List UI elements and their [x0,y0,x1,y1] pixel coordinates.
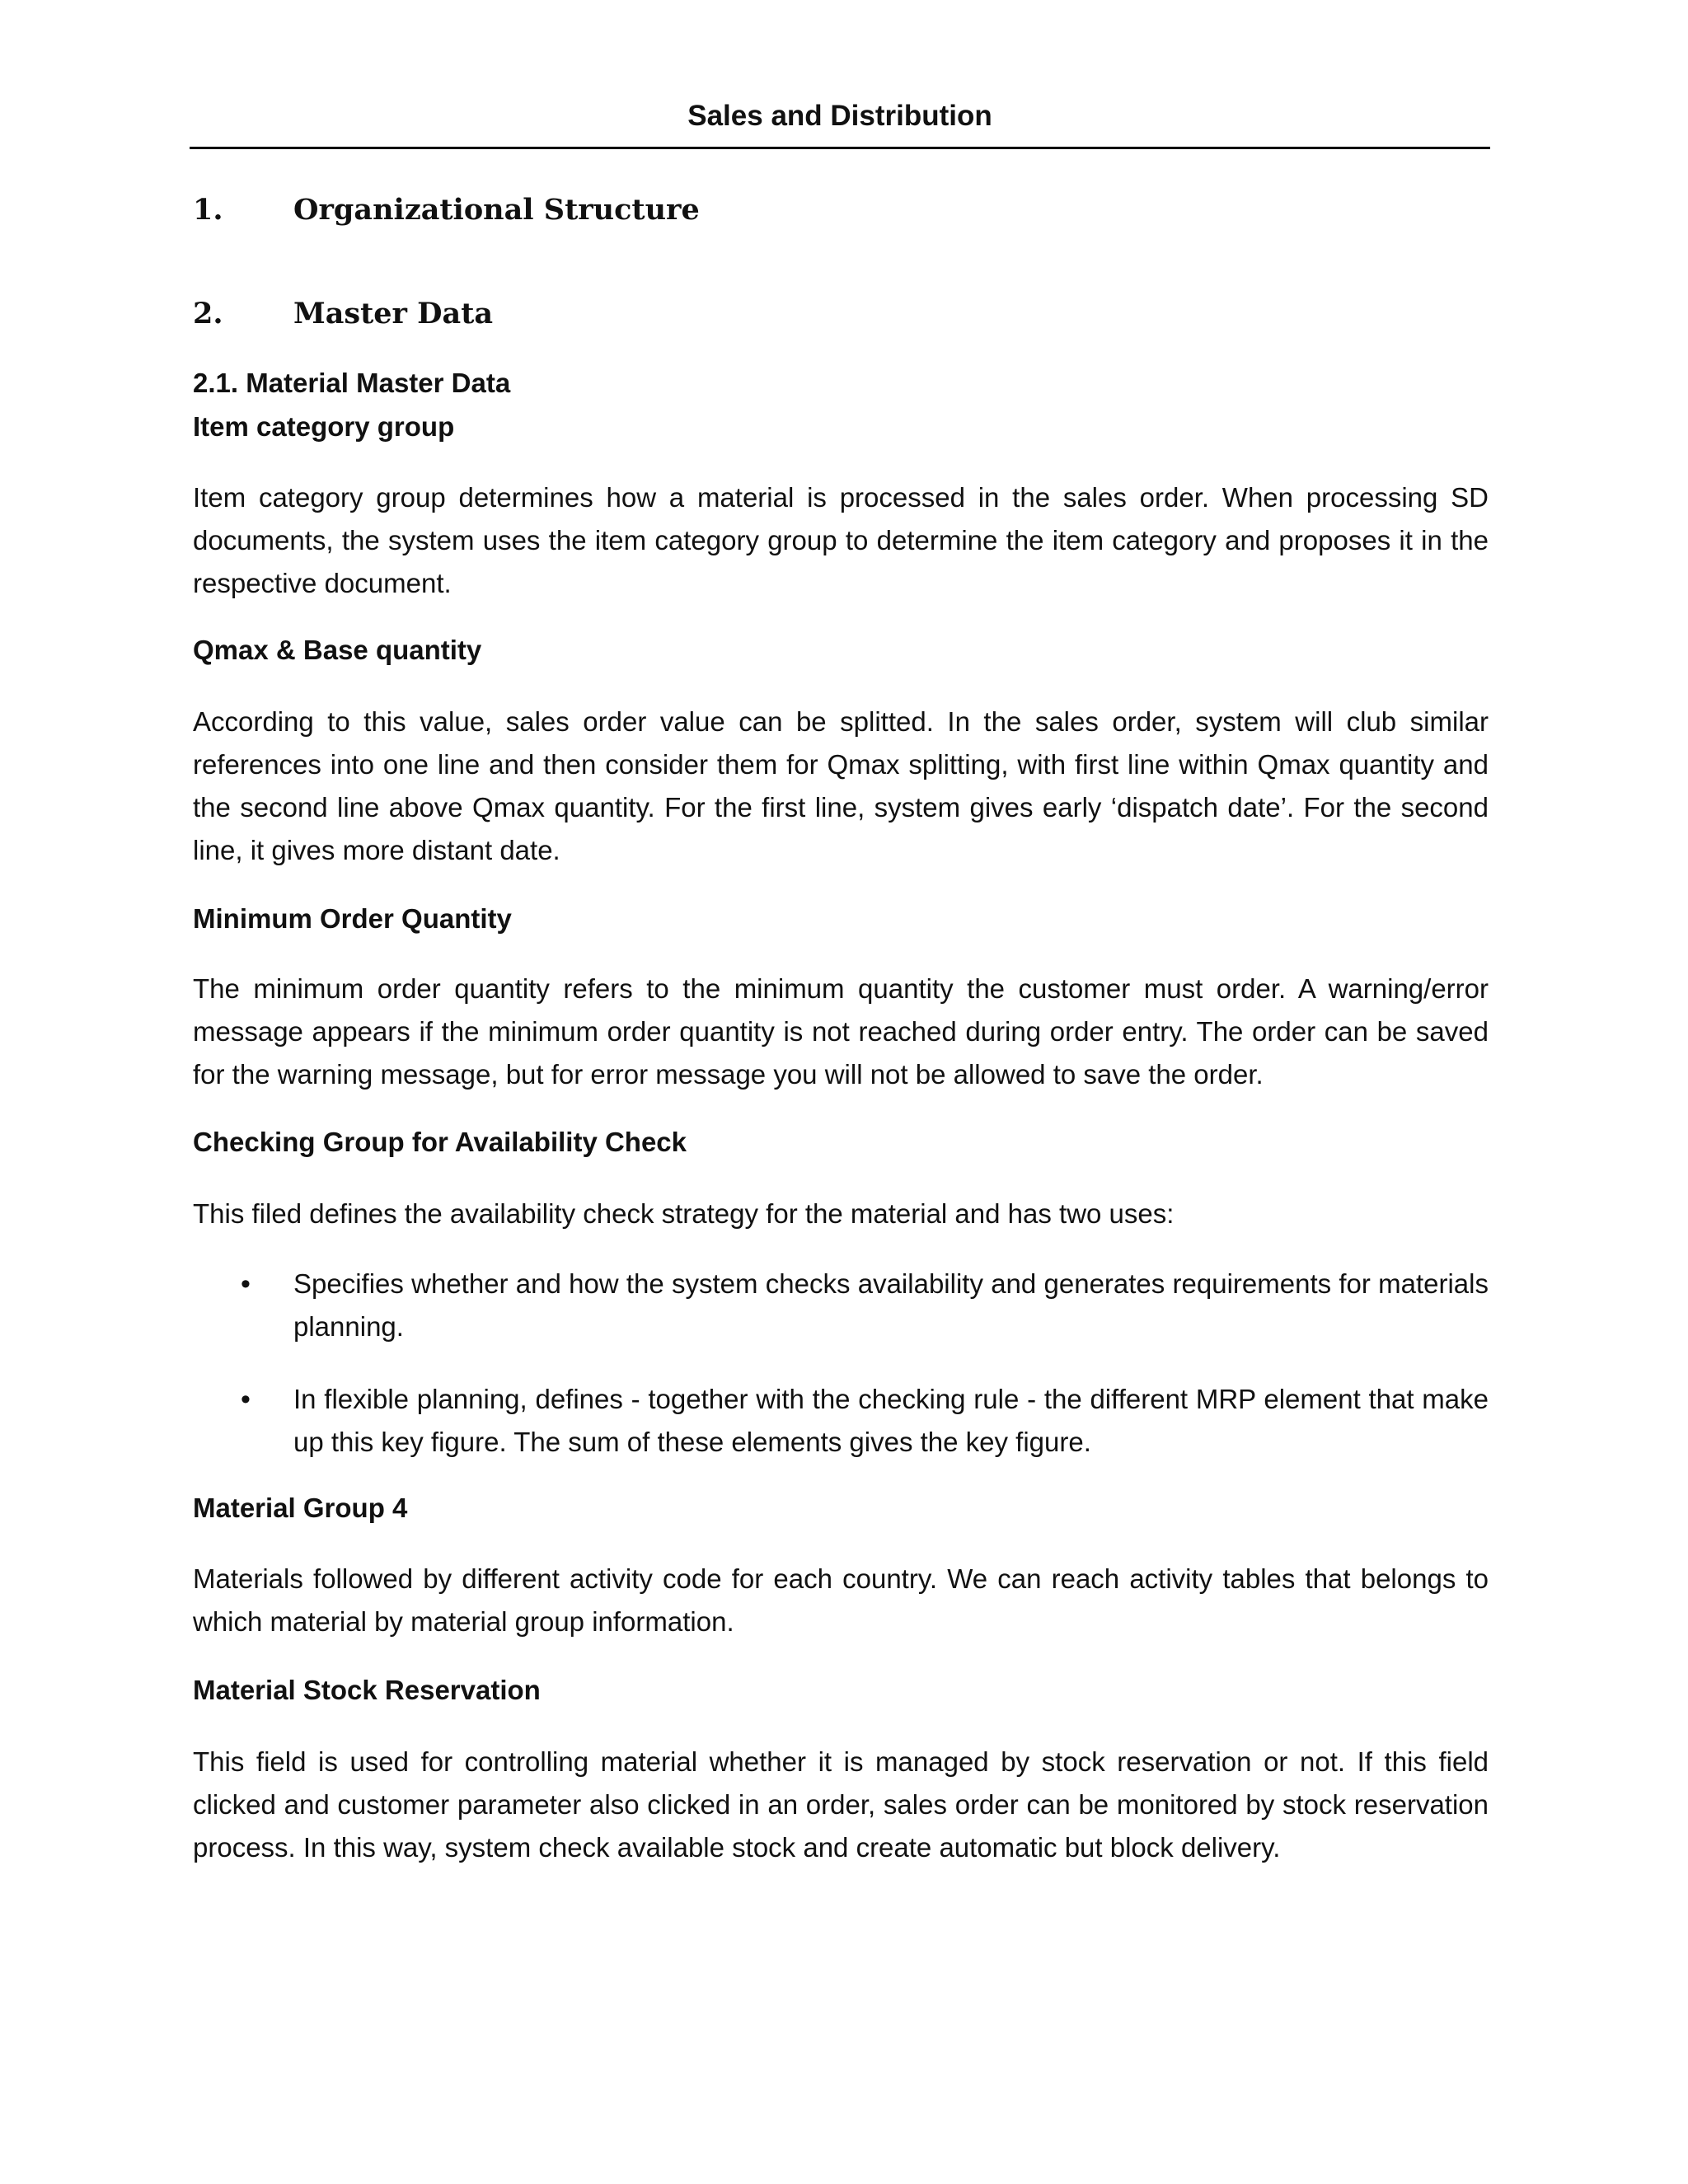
heading-checking-group: Checking Group for Availability Check [193,1127,687,1157]
section-title: Organizational Structure [293,193,700,227]
header-divider [190,147,1490,149]
paragraph-item-category-group: Item category group determines how a material is processed in the sales order. When processing SD documents, the system uses the item category group to determine the item category and proposes it in the respective document. [193,482,1489,598]
paragraph-minimum-order-quantity: The minimum order quantity refers to the minimum quantity the customer must order. A warning/error message appears if the minimum order quantity is not reached during order entry. The order can be saved for the warning message, but for error message you will not be allowed to save the order. [193,973,1489,1090]
bullet-icon: • [241,1268,251,1300]
heading-minimum-order-quantity: Minimum Order Quantity [193,903,512,934]
heading-qmax-base-quantity: Qmax & Base quantity [193,635,482,665]
heading-item-category-group: Item category group [193,411,455,442]
paragraph-material-stock-reservation: This field is used for controlling material whether it is managed by stock reservation or not. If this field clicked and customer parameter also clicked in an order, sales order can be monitored by stock reservation process. In this way, system check available stock and create automatic but block delivery. [193,1746,1489,1863]
section-heading-organizational-structure [193,190,700,231]
bullet-icon: • [241,1384,251,1415]
heading-material-group-4: Material Group 4 [193,1493,408,1523]
section-heading-master-data [193,293,493,335]
heading-material-stock-reservation: Material Stock Reservation [193,1675,541,1705]
list-item-text: Specifies whether and how the system checks availability and generates requirements for materials planning. [293,1268,1489,1342]
list-item [193,1378,1489,1464]
section-number: 2. [193,297,223,330]
subsection-heading-material-master-data: 2.1. Material Master Data [193,368,511,398]
list-item-text: In flexible planning, defines - together with the checking rule - the different MRP element that make up this key figure. The sum of these elements gives the key figure. [293,1384,1489,1457]
section-title: Master Data [293,297,494,330]
list-item [193,1263,1489,1348]
section-number: 1. [193,193,223,227]
paragraph-checking-group: This filed defines the availability check strategy for the material and has two uses: [193,1198,1175,1229]
paragraph-qmax-base-quantity: According to this value, sales order value can be splitted. In the sales order, system will club similar references into one line and then consider them for Qmax splitting, with first line within Qmax quantity and the second line above Qmax quantity. For the first line, system gives early ‘dispatch date’. For the second line, it gives more distant date. [193,706,1489,865]
page-header-title: Sales and Distribution [687,100,992,132]
paragraph-material-group-4: Materials followed by different activity code for each country. We can reach activity tables that belongs to which material by material group information. [193,1563,1489,1637]
